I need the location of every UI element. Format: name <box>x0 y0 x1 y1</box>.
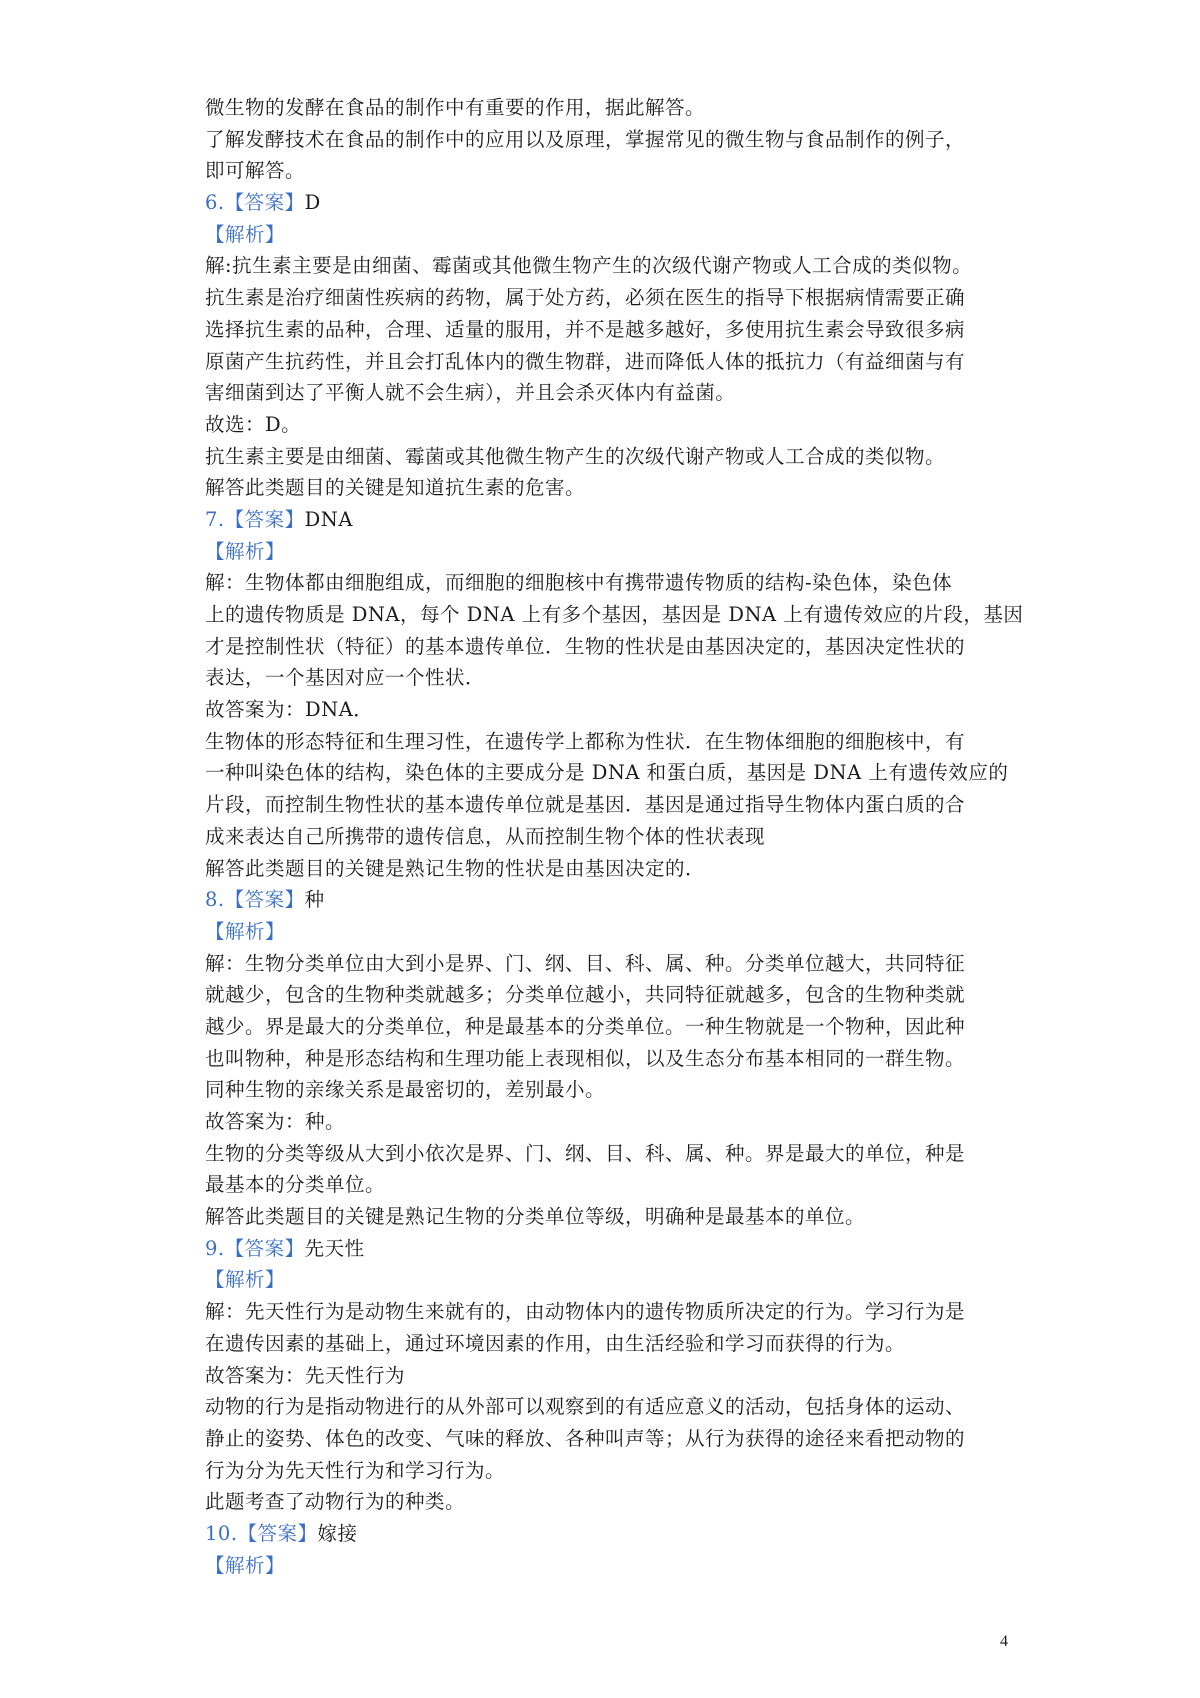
answer-label: 【答案】 <box>224 888 305 912</box>
text-line: 解：生物分类单位由大到小是界、门、纲、目、科、属、种。分类单位越大，共同特征 <box>205 951 966 975</box>
answer-line <box>205 504 1005 536</box>
analysis-heading: 【解析】 <box>205 1553 286 1577</box>
text-line: 解：先天性行为是动物生来就有的，由动物体内的遗传物质所决定的行为。学习行为是 <box>205 1300 966 1324</box>
answer-label: 【答案】 <box>237 1521 318 1545</box>
text-line: 故选：D。 <box>205 412 302 436</box>
text-line: 上的遗传物质是 DNA，每个 DNA 上有多个基因，基因是 DNA 上有遗传效应的片段，基因 <box>205 603 1024 626</box>
answer-value: 嫁接 <box>317 1521 358 1545</box>
text-line: 也叫物种，种是形态结构和生理功能上表现相似，以及生态分布基本相同的一群生物。 <box>205 1046 966 1070</box>
text-line: 成来表达自己所携带的遗传信息，从而控制生物个体的性状表现 <box>205 824 766 848</box>
answer-label: 【答案】 <box>224 1236 305 1260</box>
analysis-heading: 【解析】 <box>205 1268 286 1292</box>
answer-value: DNA <box>304 507 353 531</box>
answer-line <box>205 1233 1005 1265</box>
text-line: 故答案为：种。 <box>205 1110 346 1133</box>
text-line: 就越少，包含的生物种类就越多；分类单位越小，共同特征就越多，包含的生物种类就 <box>205 983 966 1007</box>
question-number: 9. <box>205 1236 225 1260</box>
answer-label: 【答案】 <box>224 507 305 531</box>
text-line: 故答案为：DNA． <box>205 698 374 722</box>
text-line: 同种生物的亲缘关系是最密切的，差别最小。 <box>205 1078 606 1102</box>
text-line: 即可解答。 <box>205 159 306 183</box>
text-line: 片段，而控制生物性状的基本遗传单位就是基因．基因是通过指导生物体内蛋白质的合 <box>205 793 966 817</box>
text-line: 此题考查了动物行为的种类。 <box>205 1490 466 1514</box>
question-number: 7. <box>205 507 225 531</box>
answer-value: 种 <box>304 888 325 912</box>
text-line: 解答此类题目的关键是熟记生物的性状是由基因决定的． <box>205 856 706 880</box>
text-line: 了解发酵技术在食品的制作中的应用以及原理，掌握常见的微生物与食品制作的例子， <box>205 127 966 151</box>
answer-line <box>205 884 1005 916</box>
text-line: 原菌产生抗药性，并且会打乱体内的微生物群，进而降低人体的抵抗力（有益细菌与有 <box>205 349 966 373</box>
text-line: 静止的姿势、体色的改变、气味的释放、各种叫声等；从行为获得的途径来看把动物的 <box>205 1426 966 1450</box>
answer-line <box>205 1518 1005 1550</box>
document-body <box>205 92 1024 1581</box>
answer-line <box>205 187 1005 219</box>
text-line: 微生物的发酵在食品的制作中有重要的作用，据此解答。 <box>205 96 706 119</box>
text-line: 生物的分类等级从大到小依次是界、门、纲、目、科、属、种。界是最大的单位，种是 <box>205 1141 966 1165</box>
text-line: 故答案为：先天性行为 <box>205 1363 406 1387</box>
text-line: 解答此类题目的关键是熟记生物的分类单位等级，明确种是最基本的单位。 <box>205 1205 866 1229</box>
question-number: 10. <box>205 1521 238 1545</box>
text-line: 抗生素是治疗细菌性疾病的药物，属于处方药，必须在医生的指导下根据病情需要正确 <box>205 286 966 310</box>
answer-value: D <box>304 191 321 215</box>
text-line: 表达，一个基因对应一个性状． <box>205 666 486 690</box>
question-number: 6. <box>205 191 225 215</box>
text-line: 解:抗生素主要是由细菌、霉菌或其他微生物产生的次级代谢产物或人工合成的类似物。 <box>205 254 973 278</box>
text-line: 在遗传因素的基础上，通过环境因素的作用，由生活经验和学习而获得的行为。 <box>205 1331 906 1355</box>
text-line: 动物的行为是指动物进行的从外部可以观察到的有适应意义的活动，包括身体的运动、 <box>205 1395 966 1419</box>
text-line: 解答此类题目的关键是知道抗生素的危害。 <box>205 476 586 500</box>
analysis-heading: 【解析】 <box>205 539 286 563</box>
answer-label: 【答案】 <box>224 191 305 215</box>
answer-value: 先天性 <box>304 1236 365 1260</box>
text-line: 害细菌到达了平衡人就不会生病），并且会杀灭体内有益菌。 <box>205 381 736 405</box>
text-line: 解：生物体都由细胞组成，而细胞的细胞核中有携带遗传物质的结构-染色体，染色体 <box>205 571 953 595</box>
text-line: 选择抗生素的品种，合理、适量的服用，并不是越多越好，多使用抗生素会导致很多病 <box>205 317 966 341</box>
question-number: 8. <box>205 888 225 912</box>
text-line: 生物体的形态特征和生理习性，在遗传学上都称为性状．在生物体细胞的细胞核中，有 <box>205 729 966 753</box>
text-line: 抗生素主要是由细菌、霉菌或其他微生物产生的次级代谢产物或人工合成的类似物。 <box>205 444 946 468</box>
text-line: 才是控制性状（特征）的基本遗传单位．生物的性状是由基因决定的，基因决定性状的 <box>205 634 966 658</box>
text-line: 一种叫染色体的结构，染色体的主要成分是 DNA 和蛋白质，基因是 DNA 上有遗传效应的 <box>205 761 1009 785</box>
text-line: 越少。界是最大的分类单位，种是最基本的分类单位。一种生物就是一个物种，因此种 <box>205 1014 966 1038</box>
text-line: 行为分为先天性行为和学习行为。 <box>205 1458 506 1482</box>
page-number: 4 <box>1000 1633 1008 1650</box>
text-line: 最基本的分类单位。 <box>205 1173 386 1197</box>
analysis-heading: 【解析】 <box>205 919 286 943</box>
analysis-heading: 【解析】 <box>205 222 286 246</box>
